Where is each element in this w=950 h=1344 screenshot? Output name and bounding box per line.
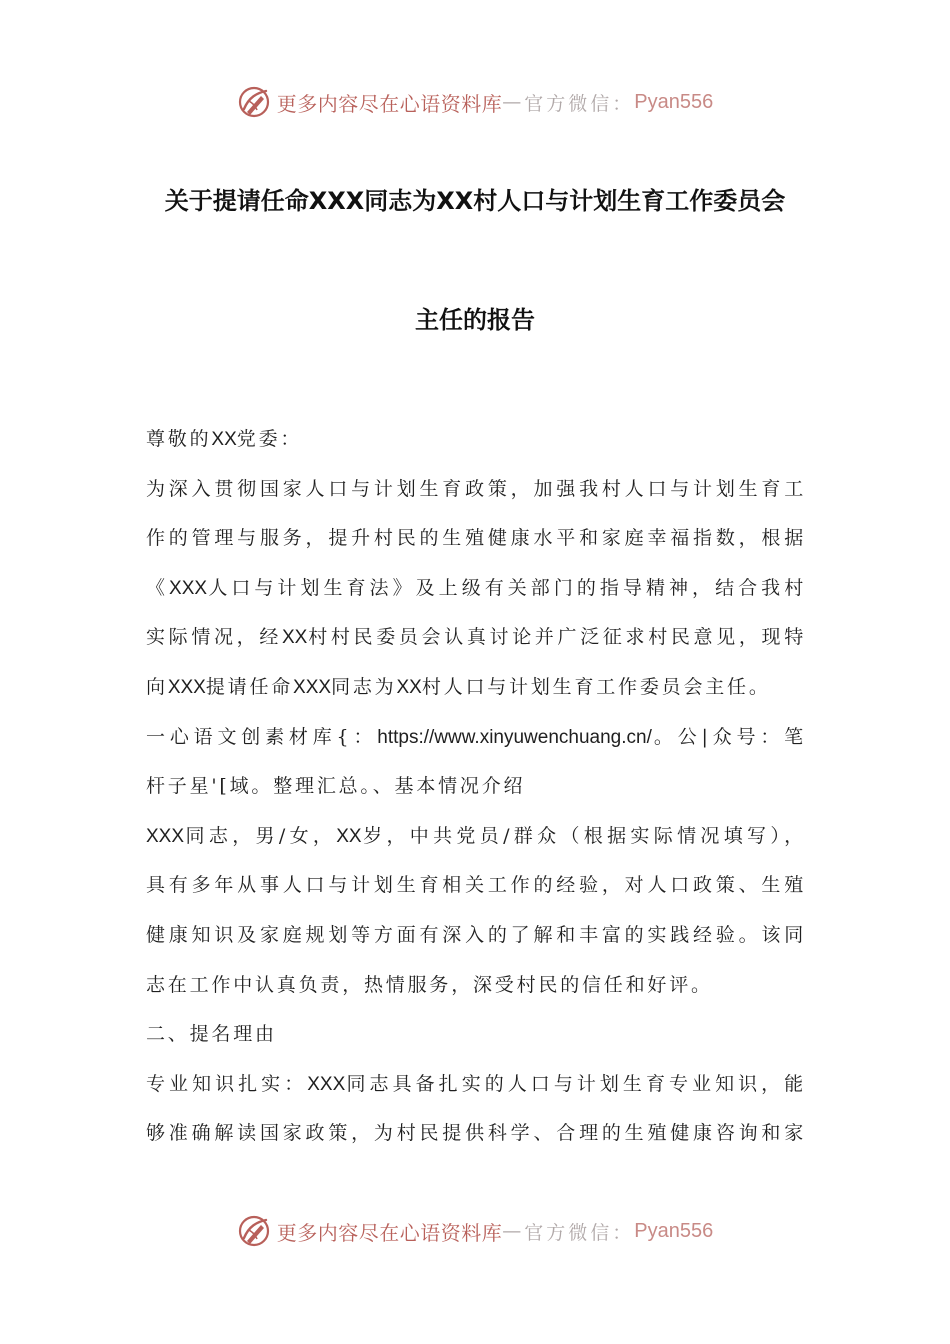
- page-title: [0, 181, 950, 216]
- text-segment: https://www.xinyuwenchuang.cn/: [377, 726, 652, 748]
- text-segment: XX: [282, 627, 308, 649]
- body-line: [146, 415, 806, 465]
- title-part: 村人口与计划生育工作委员会: [473, 187, 786, 215]
- text-segment: 杆子星'[域。整理汇总。、基本情况介绍: [146, 775, 526, 798]
- text-segment: XXX: [169, 577, 208, 599]
- watermark-wechat-label: 官方微信：: [524, 92, 635, 115]
- text-segment: 向: [146, 675, 168, 698]
- title-part: 同志为: [364, 187, 437, 215]
- body-line: [146, 613, 806, 663]
- body-line: [146, 713, 806, 763]
- body-line: [146, 762, 806, 812]
- footer-watermark: [0, 1211, 950, 1251]
- body-line: [146, 465, 806, 515]
- watermark-wechat-id: Pyan556: [634, 90, 714, 113]
- title-part: XXX: [308, 187, 365, 215]
- watermark-dash: —: [502, 91, 525, 113]
- text-segment: 二、提名理由: [146, 1023, 277, 1046]
- document-body: [146, 415, 806, 1159]
- text-segment: 志在工作中认真负责，热情服务，深受村民的信任和好评。: [146, 973, 713, 996]
- text-segment: 作的管理与服务，提升村民的生殖健康水平和家庭幸福指数，根据: [146, 527, 806, 550]
- text-segment: 村人口与计划生育工作委员会主任。: [421, 675, 771, 698]
- text-segment: XX: [211, 429, 237, 450]
- body-line: [146, 961, 806, 1011]
- pen-logo-icon: [237, 1214, 271, 1248]
- text-segment: 实际情况，经: [146, 626, 282, 649]
- text-segment: 人口与计划生育法》及上级有关部门的指导精神，结合我村: [207, 576, 806, 599]
- text-segment: 专业知识扎实：: [146, 1072, 308, 1095]
- text-segment: XXX: [293, 676, 332, 698]
- watermark-text: 更多内容尽在心语资料库: [276, 91, 503, 116]
- title-part: 关于提请任命: [164, 187, 309, 215]
- body-line: [146, 1010, 806, 1060]
- pen-logo-icon: [237, 85, 271, 119]
- text-segment: 同志，男/女，: [184, 824, 337, 847]
- text-segment: 《: [146, 576, 170, 599]
- text-segment: 提请任命: [205, 675, 294, 698]
- text-segment: 尊敬的: [146, 428, 212, 450]
- header-watermark: [0, 82, 950, 122]
- title-part: XX: [436, 187, 474, 215]
- body-line: [146, 812, 806, 862]
- text-segment: 村村民委员会认真讨论并广泛征求村民意见，现特: [307, 626, 806, 649]
- watermark-text: 更多内容尽在心语资料库: [276, 1220, 503, 1245]
- text-segment: XXX: [307, 1073, 346, 1095]
- body-line: [146, 1109, 806, 1159]
- text-segment: 党委：: [236, 428, 303, 450]
- watermark-dash: —: [502, 1220, 525, 1242]
- body-line: [146, 564, 806, 614]
- text-segment: XX: [396, 676, 422, 698]
- page-title-line2: 主任的报告: [415, 306, 535, 334]
- text-segment: 为深入贯彻国家人口与计划生育政策，加强我村人口与计划生育工: [146, 477, 806, 500]
- text-segment: 。公|众号：笔: [651, 725, 806, 748]
- text-segment: XXX: [167, 676, 206, 698]
- body-line: [146, 861, 806, 911]
- text-segment: 健康知识及家庭规划等方面有深入的了解和丰富的实践经验。该同: [146, 923, 806, 946]
- text-segment: 一心语文创素材库{：: [146, 725, 378, 748]
- body-line: [146, 514, 806, 564]
- text-segment: 够准确解读国家政策，为村民提供科学、合理的生殖健康咨询和家: [146, 1122, 806, 1145]
- body-line: [146, 911, 806, 961]
- text-segment: 同志为: [331, 675, 397, 698]
- text-segment: XX: [336, 825, 362, 847]
- text-segment: 具有多年从事人口与计划生育相关工作的经验，对人口政策、生殖: [146, 874, 806, 897]
- body-line: [146, 663, 806, 713]
- watermark-wechat-id: Pyan556: [634, 1219, 714, 1242]
- body-line: [146, 1060, 806, 1110]
- text-segment: 岁，中共党员/群众（根据实际情况填写），: [361, 824, 806, 847]
- text-segment: XXX: [146, 825, 185, 847]
- text-segment: 同志具备扎实的人口与计划生育专业知识，能: [345, 1072, 806, 1095]
- watermark-wechat-label: 官方微信：: [524, 1221, 635, 1244]
